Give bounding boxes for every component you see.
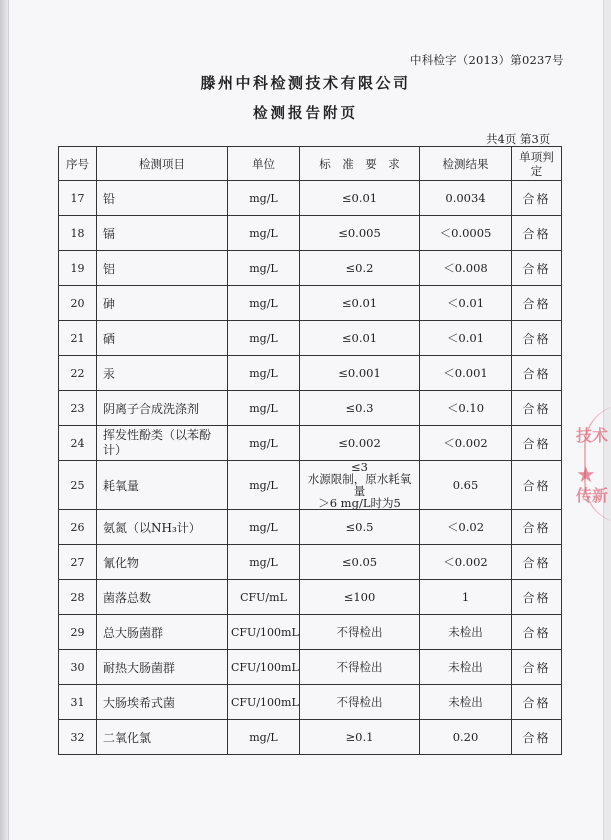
stamp-text: 传新 (576, 486, 609, 505)
row-result: ＜0.008 (420, 251, 512, 286)
row-standard: ≤0.05 (300, 545, 420, 580)
row-unit: mg/L (228, 181, 300, 216)
row-standard: ≤0.002 (300, 426, 420, 461)
row-unit: mg/L (228, 545, 300, 580)
header-verdict: 单项判定 (512, 147, 562, 181)
row-unit: mg/L (228, 510, 300, 545)
results-table (58, 146, 562, 755)
row-no: 26 (59, 510, 97, 545)
table-header-row (59, 147, 562, 181)
table-row (59, 181, 562, 216)
row-no: 29 (59, 615, 97, 650)
row-no: 21 (59, 321, 97, 356)
row-item: 氰化物 (97, 545, 228, 580)
row-verdict: 合格 (512, 510, 562, 545)
company-name: 滕州中科检测技术有限公司 (200, 74, 411, 92)
table-row (59, 685, 562, 720)
row-item: 二氧化氯 (97, 720, 228, 755)
row-item: 硒 (97, 321, 228, 356)
row-verdict: 合格 (512, 391, 562, 426)
row-item: 汞 (97, 356, 228, 391)
table-row (59, 426, 562, 461)
row-result: ＜0.01 (420, 286, 512, 321)
row-verdict: 合格 (512, 580, 562, 615)
row-item: 镉 (97, 216, 228, 251)
row-no: 31 (59, 685, 97, 720)
row-verdict: 合格 (512, 181, 562, 216)
row-verdict: 合格 (512, 356, 562, 391)
table-row (59, 580, 562, 615)
row-result: ＜0.02 (420, 510, 512, 545)
red-seal-stamp (572, 405, 611, 525)
row-unit: CFU/100mL (228, 615, 300, 650)
row-unit: mg/L (228, 391, 300, 426)
row-standard: ≤3 (351, 460, 368, 474)
row-unit: mg/L (228, 426, 300, 461)
row-unit: mg/L (228, 216, 300, 251)
row-verdict: 合格 (512, 216, 562, 251)
row-item: 铅 (97, 181, 228, 216)
table-row (59, 461, 562, 510)
row-item: 挥发性酚类（以苯酚计） (97, 426, 228, 461)
row-item: 阴离子合成洗涤剂 (97, 391, 228, 426)
row-unit: mg/L (228, 720, 300, 755)
row-standard: ≤0.5 (300, 510, 420, 545)
row-standard: 不得检出 (300, 615, 420, 650)
row-no: 18 (59, 216, 97, 251)
header-standard: 标 准 要 求 (300, 147, 420, 181)
row-verdict: 合格 (512, 650, 562, 685)
page-edge-shadow (0, 0, 8, 840)
row-standard: ≤0.01 (300, 286, 420, 321)
row-standard: ≤0.01 (300, 321, 420, 356)
row-standard-cell (300, 461, 420, 510)
row-result: ＜0.001 (420, 356, 512, 391)
row-unit: CFU/mL (228, 580, 300, 615)
row-item: 砷 (97, 286, 228, 321)
row-standard: ≤0.001 (300, 356, 420, 391)
row-verdict: 合格 (512, 321, 562, 356)
row-standard: ≤0.2 (300, 251, 420, 286)
row-item: 大肠埃希式菌 (97, 685, 228, 720)
table-row (59, 545, 562, 580)
row-item: 铝 (97, 251, 228, 286)
report-number: 中科检字（2013）第0237号 (410, 53, 564, 67)
row-verdict: 合格 (512, 720, 562, 755)
row-no: 28 (59, 580, 97, 615)
row-unit: mg/L (228, 461, 300, 510)
row-unit: mg/L (228, 251, 300, 286)
row-standard: 不得检出 (300, 650, 420, 685)
row-unit: mg/L (228, 321, 300, 356)
table-row (59, 216, 562, 251)
row-no: 27 (59, 545, 97, 580)
page-info: 共4页 第3页 (486, 132, 551, 146)
row-standard: 不得检出 (300, 685, 420, 720)
row-unit: CFU/100mL (228, 650, 300, 685)
row-result: 未检出 (420, 615, 512, 650)
row-result: ＜0.002 (420, 545, 512, 580)
row-standard: ≤0.3 (300, 391, 420, 426)
report-subtitle: 检测报告附页 (253, 105, 358, 122)
row-verdict: 合格 (512, 286, 562, 321)
header-unit: 单位 (228, 147, 300, 181)
table-row (59, 650, 562, 685)
table-row (59, 510, 562, 545)
row-verdict: 合格 (512, 545, 562, 580)
row-result: 0.65 (420, 461, 512, 510)
row-verdict: 合格 (512, 615, 562, 650)
row-item: 耐热大肠菌群 (97, 650, 228, 685)
table-row (59, 615, 562, 650)
row-standard-note: 水源限制，原水耗氧量 (307, 472, 412, 498)
table-row (59, 356, 562, 391)
header-result: 检测结果 (420, 147, 512, 181)
row-result: ＜0.10 (420, 391, 512, 426)
row-verdict: 合格 (512, 461, 562, 510)
row-no: 30 (59, 650, 97, 685)
row-no: 32 (59, 720, 97, 755)
table-row (59, 391, 562, 426)
row-item: 耗氧量 (97, 461, 228, 510)
row-result: ＜0.0005 (420, 216, 512, 251)
row-result: 未检出 (420, 650, 512, 685)
row-item: 总大肠菌群 (97, 615, 228, 650)
row-no: 22 (59, 356, 97, 391)
row-standard: ≤100 (300, 580, 420, 615)
row-no: 20 (59, 286, 97, 321)
row-standard: ≤0.01 (300, 181, 420, 216)
row-no: 23 (59, 391, 97, 426)
row-result: 0.20 (420, 720, 512, 755)
row-result: 1 (420, 580, 512, 615)
row-standard-note: ＞6 mg/L时为5 (318, 496, 401, 510)
row-no: 24 (59, 426, 97, 461)
row-result: ＜0.01 (420, 321, 512, 356)
row-item: 氨氮（以NH₃计） (97, 510, 228, 545)
row-no: 25 (59, 461, 97, 510)
row-standard: ≥0.1 (300, 720, 420, 755)
row-no: 17 (59, 181, 97, 216)
table-row (59, 251, 562, 286)
row-result: 0.0034 (420, 181, 512, 216)
stamp-star-icon: ★ (576, 463, 596, 488)
stamp-text: 技术 (576, 426, 609, 445)
row-result: 未检出 (420, 685, 512, 720)
row-verdict: 合格 (512, 426, 562, 461)
row-standard: ≤0.005 (300, 216, 420, 251)
row-unit: mg/L (228, 356, 300, 391)
row-verdict: 合格 (512, 685, 562, 720)
header-item: 检测项目 (97, 147, 228, 181)
table-row (59, 286, 562, 321)
table-row (59, 321, 562, 356)
row-unit: CFU/100mL (228, 685, 300, 720)
row-unit: mg/L (228, 286, 300, 321)
row-verdict: 合格 (512, 251, 562, 286)
row-result: ＜0.002 (420, 426, 512, 461)
header-no: 序号 (59, 147, 97, 181)
row-item: 菌落总数 (97, 580, 228, 615)
row-no: 19 (59, 251, 97, 286)
table-row (59, 720, 562, 755)
